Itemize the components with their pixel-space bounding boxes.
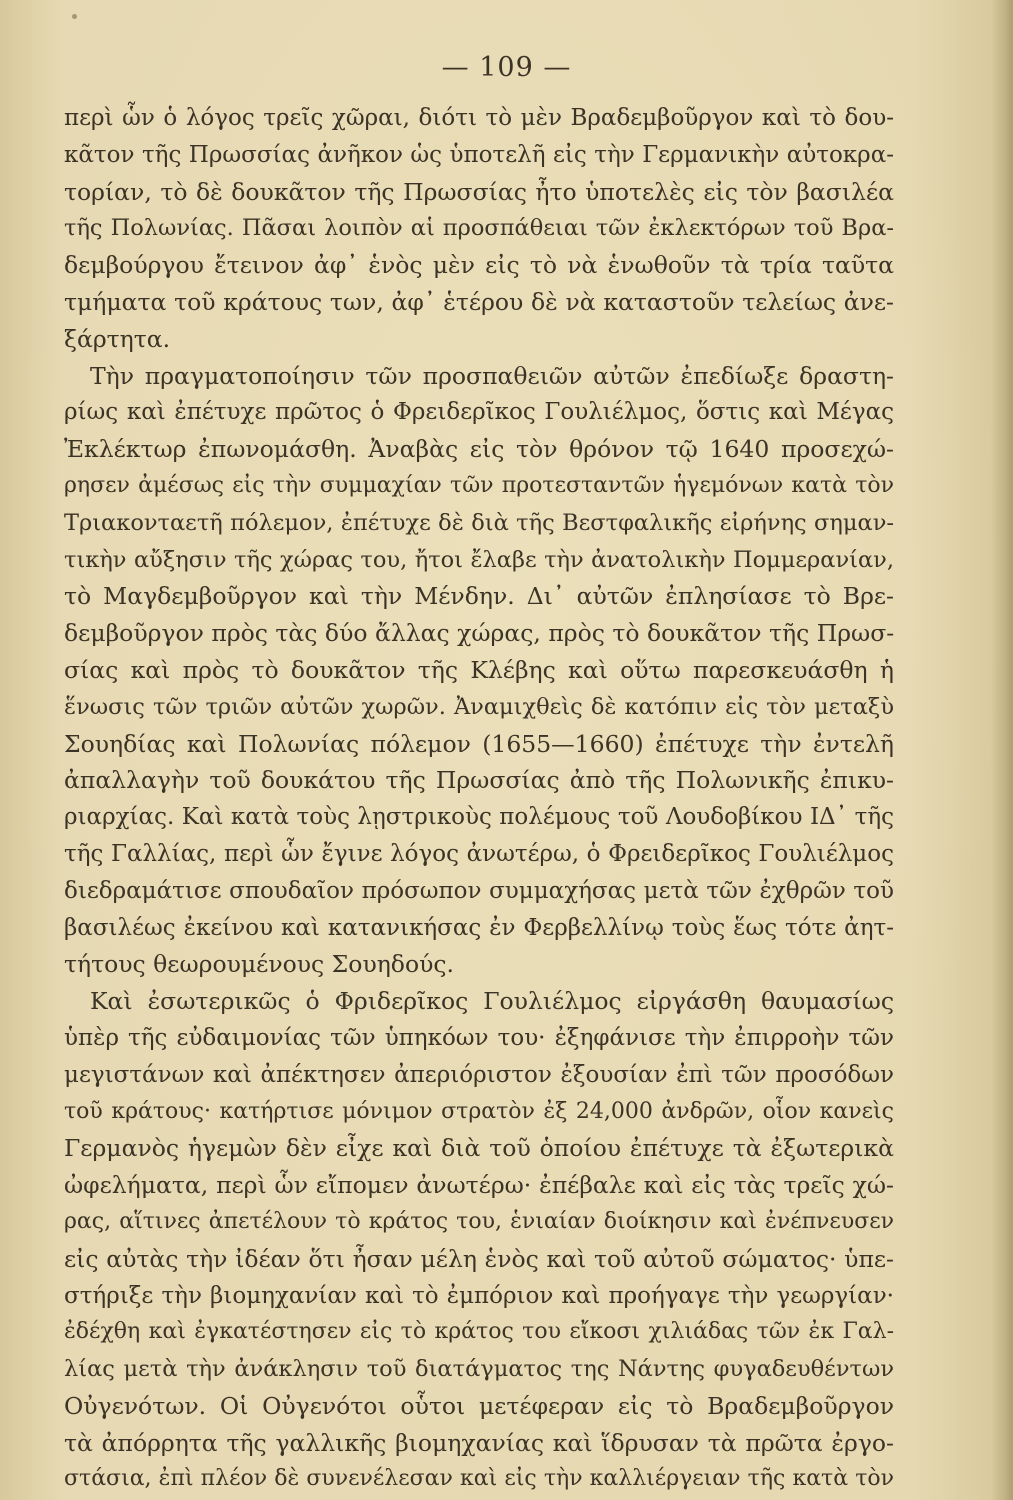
text-line: εἰς αὐτὰς τὴν ἰδέαν ὅτι ἦσαν μέλη ἑνὸς καὶ τοῦ αὐτοῦ σώματος· ὑπε-	[64, 1244, 894, 1273]
text-line: περὶ ὧν ὁ λόγος τρεῖς χῶραι, διότι τὸ μὲν Βραδεμβοῦργον καὶ τὸ δου-	[64, 105, 894, 131]
text-line: ὑπὲρ τῆς εὐδαιμονίας τῶν ὑπηκόων του· ἐξηφάνισε τὴν ἐπιρροὴν τῶν	[64, 1024, 894, 1051]
text-line: βασιλέως ἐκείνου καὶ κατανικήσας ἐν Φερβελλίνῳ τοὺς ἕως τότε ἀητ-	[64, 914, 894, 941]
text-line: στήριξε τὴν βιομηχανίαν καὶ τὸ ἐμπόριον καὶ προήγαγε τὴν γεωργίαν·	[64, 1282, 894, 1309]
text-line: τικὴν αὔξησιν τῆς χώρας του, ἤτοι ἔλαβε τὴν ἀνατολικὴν Πομμερανίαν,	[64, 546, 894, 573]
text-line: τῆς Πολωνίας. Πᾶσαι λοιπὸν αἱ προσπάθειαι τῶν ἐκλεκτόρων τοῦ Βρα-	[64, 215, 894, 242]
body-text	[64, 100, 894, 1498]
text-line: Τὴν πραγματοποίησιν τῶν προσπαθειῶν αὐτῶν ἐπεδίωξε δραστη-	[90, 361, 894, 390]
text-line: Σουηδίας καὶ Πολωνίας πόλεμον (1655—1660) ἐπέτυχε τὴν ἐντελῆ	[64, 729, 894, 758]
text-line: τὸ Μαγδεμβοῦργον καὶ τὴν Μένδην. Δι᾽ αὐτῶν ἐπλησίασε τὸ Βρε-	[64, 582, 894, 611]
text-line: ριαρχίας. Καὶ κατὰ τοὺς λῃστρικοὺς πολέμους τοῦ Λουδοβίκου ΙΔ᾽ τῆς	[64, 804, 894, 831]
text-line: ἕνωσις τῶν τριῶν αὐτῶν χωρῶν. Ἀναμιχθεὶς δὲ κατόπιν εἰς τὸν μεταξὺ	[64, 693, 894, 720]
text-line: Γερμανὸς ἡγεμὼν δὲν εἶχε καὶ διὰ τοῦ ὁποίου ἐπέτυχε τὰ ἐξωτερικὰ	[64, 1134, 894, 1163]
text-line: τήτους θεωρουμένους Σουηδούς.	[64, 950, 455, 979]
text-line: τὰ ἀπόρρητα τῆς γαλλικῆς βιομηχανίας καὶ ἵδρυσαν τὰ πρῶτα ἐργο-	[64, 1428, 894, 1457]
text-line: ξάρτητα.	[64, 324, 171, 353]
page-edge-shadow	[991, 0, 1013, 1500]
text-line: μεγιστάνων καὶ ἀπέκτησεν ἀπεριόριστον ἐξουσίαν ἐπὶ τῶν προσόδων	[64, 1061, 894, 1088]
text-line: κᾶτον τῆς Πρωσσίας ἀνῆκον ὡς ὑποτελῆ εἰς τὴν Γερμανικὴν αὐτοκρα-	[64, 141, 894, 168]
text-line: Τριακονταετῆ πόλεμον, ἐπέτυχε δὲ διὰ τῆς Βεστφαλικῆς εἰρήνης σημαν-	[64, 509, 894, 536]
text-line: ὠφελήματα, περὶ ὧν εἴπομεν ἀνωτέρω· ἐπέβαλε καὶ εἰς τὰς τρεῖς χώ-	[64, 1171, 894, 1200]
text-line: δεμβούργου ἔτεινον ἀφ᾽ ἑνὸς μὲν εἰς τὸ νὰ ἑνωθοῦν τὰ τρία ταῦτα	[64, 251, 894, 280]
text-line: Καὶ ἐσωτερικῶς ὁ Φριδερῖκος Γουλιέλμος εἰργάσθη θαυμασίως	[90, 987, 894, 1016]
text-line: ἐδέχθη καὶ ἐγκατέστησεν εἰς τὸ κράτος του εἴκοσι χιλιάδας τῶν ἐκ Γαλ-	[64, 1319, 894, 1345]
text-line: τμήματα τοῦ κράτους των, ἀφ᾽ ἑτέρου δὲ νὰ καταστοῦν τελείως ἀνε-	[64, 287, 894, 316]
text-line: Οὐγενότων. Οἱ Οὐγενότοι οὗτοι μετέφεραν εἰς τὸ Βραδεμβοῦργον	[64, 1391, 894, 1420]
text-line: Ἐκλέκτωρ ἐπωνομάσθη. Ἀναβὰς εἰς τὸν θρόνον τῷ 1640 προσεχώ-	[64, 435, 894, 464]
paper-speck	[72, 14, 77, 19]
text-line: σίας καὶ πρὸς τὸ δουκᾶτον τῆς Κλέβης καὶ οὕτω παρεσκευάσθη ἡ	[64, 655, 894, 684]
text-line: ρας, αἵτινες ἀπετέλουν τὸ κράτος του, ἑνιαίαν διοίκησιν καὶ ἐνέπνευσεν	[64, 1208, 894, 1234]
text-line: στάσια, ἐπὶ πλέον δὲ συνενέλεσαν καὶ εἰς τὴν καλλιέργειαν τῆς κατὰ τὸν	[64, 1466, 894, 1492]
text-line: ἀπαλλαγὴν τοῦ δουκάτου τῆς Πρωσσίας ἀπὸ τῆς Πολωνικῆς ἐπικυ-	[64, 766, 894, 795]
page-number: — 109 —	[441, 52, 572, 83]
text-line: λίας μετὰ τὴν ἀνάκλησιν τοῦ διατάγματος της Νάντης φυγαδευθέντων	[64, 1356, 894, 1383]
text-line: ρησεν ἀμέσως εἰς τὴν συμμαχίαν τῶν προτεσταντῶν ἡγεμόνων κατὰ τὸν	[64, 472, 894, 498]
text-line: τορίαν, τὸ δὲ δουκᾶτον τῆς Πρωσσίας ἦτο ὑποτελὲς εἰς τὸν βασιλέα	[64, 177, 894, 206]
text-line: διεδραμάτισε σπουδαῖον πρόσωπον συμμαχήσας μετὰ τῶν ἐχθρῶν τοῦ	[64, 877, 894, 904]
text-line: ρίως καὶ ἐπέτυχε πρῶτος ὁ Φρειδερῖκος Γουλιέλμος, ὅστις καὶ Μέγας	[64, 399, 894, 426]
text-line: τοῦ κράτους· κατήρτισε μόνιμον στρατὸν ἐξ 24,000 ἀνδρῶν, οἷον κανεὶς	[64, 1098, 894, 1124]
text-line: τῆς Γαλλίας, περὶ ὧν ἔγινε λόγος ἀνωτέρω, ὁ Φρειδερῖκος Γουλιέλμος	[64, 840, 894, 867]
text-line: δεμβοῦργον πρὸς τὰς δύο ἄλλας χώρας, πρὸς τὸ δουκᾶτον τῆς Πρωσ-	[64, 619, 894, 648]
